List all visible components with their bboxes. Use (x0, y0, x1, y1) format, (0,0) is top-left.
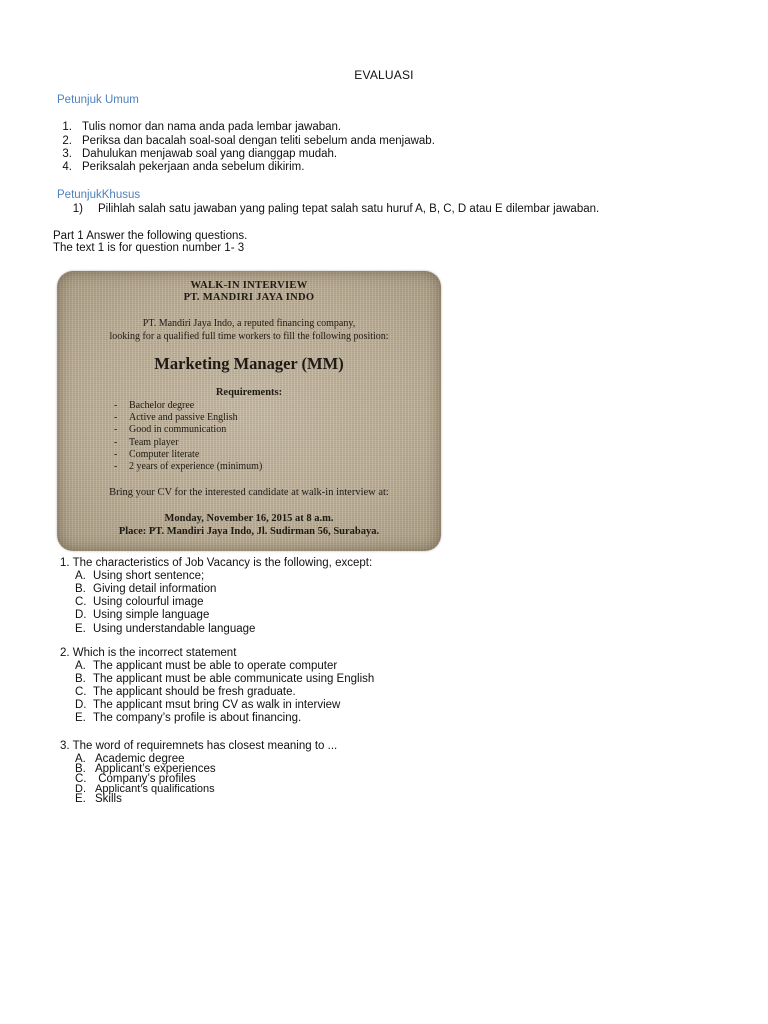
poster-date: Monday, November 16, 2015 at 8 a.m. (164, 513, 334, 524)
item-number: 3. (62, 148, 72, 160)
part-instruction: Part 1 Answer the following questions. (53, 230, 248, 242)
item-text: Dahulukan menjawab soal yang dianggap mudah. (82, 148, 338, 160)
option-2e: E. The company’s profile is about financing. (75, 712, 302, 724)
poster-position: Marketing Manager (MM) (154, 354, 344, 373)
item-number: 4. (62, 161, 72, 173)
option-3e: E. Skills (75, 793, 122, 805)
general-instructions-heading: Petunjuk Umum (57, 94, 139, 106)
list-item (50, 161, 304, 173)
poster-requirement: - Active and passive English (114, 412, 238, 423)
item-number: 1. (62, 121, 72, 133)
item-text: Periksa dan bacalah soal-soal dengan teliti sebelum anda menjawab. (82, 135, 435, 147)
poster-requirement: - Bachelor degree (114, 400, 195, 411)
option-2b: B. The applicant must be able communicate using English (75, 673, 375, 685)
poster-intro: looking for a qualified full time workers to fill the following position: (109, 331, 389, 342)
job-vacancy-poster (57, 271, 441, 551)
poster-place: Place: PT. Mandiri Jaya Indo, Jl. Sudirman 56, Surabaya. (118, 526, 380, 537)
list-item (50, 148, 337, 160)
poster-cta: Bring your CV for the interested candidate at walk-in interview at: (109, 487, 389, 498)
poster-requirement: - 2 years of experience (minimum) (114, 461, 263, 472)
option-2a: A. The applicant must be able to operate computer (75, 660, 338, 672)
option-1e: E. Using understandable language (75, 623, 256, 635)
option-3c: C. Company’s profiles (75, 773, 196, 785)
text-reference: The text 1 is for question number 1- 3 (53, 242, 245, 254)
option-1a: A. Using short sentence; (75, 570, 205, 582)
item-number: 2. (62, 135, 72, 147)
option-1b: B. Giving detail information (75, 583, 217, 595)
item-number: 1) (72, 203, 83, 215)
list-item (63, 203, 599, 215)
option-1c: C. Using colourful image (75, 596, 204, 608)
option-1d: D. Using simple language (75, 609, 210, 621)
special-instructions-heading: PetunjukKhusus (57, 189, 141, 201)
poster-requirements-title: Requirements: (215, 387, 283, 398)
option-3a: A. Academic degree (75, 753, 185, 765)
item-text: Periksalah pekerjaan anda sebelum dikirim. (82, 161, 305, 173)
poster-company: PT. MANDIRI JAYA INDO (183, 292, 315, 303)
question-1: 1. The characteristics of Job Vacancy is the following, except: (60, 557, 373, 569)
poster-requirement: - Team player (114, 437, 179, 448)
option-2c: C. The applicant should be fresh graduate. (75, 686, 296, 698)
item-text: Tulis nomor dan nama anda pada lembar jawaban. (82, 121, 342, 133)
page-title: EVALUASI (354, 68, 414, 82)
question-2: 2. Which is the incorrect statement (60, 647, 237, 659)
poster-requirement: - Good in communication (114, 424, 227, 435)
item-text: Pilihlah salah satu jawaban yang paling tepat salah satu huruf A, B, C, D atau E dilembar jawaban. (98, 203, 600, 215)
poster-header: WALK-IN INTERVIEW (190, 280, 308, 291)
option-2d: D. The applicant msut bring CV as walk in interview (75, 699, 341, 711)
poster-intro: PT. Mandiri Jaya Indo, a reputed financing company, (142, 318, 356, 329)
list-item (50, 135, 435, 147)
poster-requirement: - Computer literate (114, 449, 200, 460)
option-3d: D. Applicant’s qualifications (75, 783, 215, 795)
list-item (50, 121, 341, 133)
option-3b: B. Applicant’s experiences (75, 763, 216, 775)
question-3: 3. The word of requiremnets has closest meaning to ... (60, 740, 338, 752)
